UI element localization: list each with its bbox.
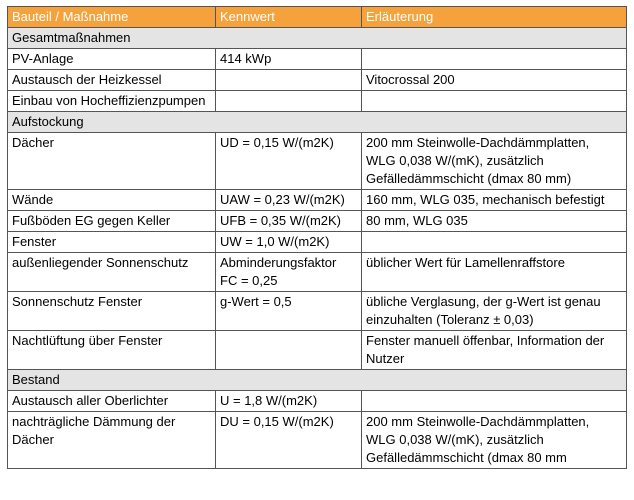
cell-erlaeuterung: 200 mm Steinwolle-Dachdämmplatten, WLG 0,038 W/(mK), zusätzlich Gefälledämmschicht (dmax 80 mm) xyxy=(362,133,627,190)
section-title: Bestand xyxy=(8,370,627,391)
cell-bauteil: außenliegender Sonnenschutz xyxy=(8,253,216,292)
cell-kennwert: UW = 1,0 W/(m2K) xyxy=(216,232,362,253)
cell-erlaeuterung: 80 mm, WLG 035 xyxy=(362,211,627,232)
table-row xyxy=(8,70,627,91)
cell-erlaeuterung: 200 mm Steinwolle-Dachdämmplatten, WLG 0,038 W/(mK), zusätzlich Gefälledämmschicht (dmax 80 mm xyxy=(362,412,627,469)
document-page xyxy=(7,6,626,469)
header-bauteil: Bauteil / Maßnahme xyxy=(8,7,216,28)
table-row xyxy=(8,253,627,292)
table-row xyxy=(8,49,627,70)
table-row xyxy=(8,190,627,211)
table-row xyxy=(8,211,627,232)
table-row xyxy=(8,292,627,331)
cell-kennwert: 414 kWp xyxy=(216,49,362,70)
cell-kennwert: UD = 0,15 W/(m2K) xyxy=(216,133,362,190)
cell-kennwert: UAW = 0,23 W/(m2K) xyxy=(216,190,362,211)
table-body xyxy=(8,28,627,469)
cell-bauteil: Fußböden EG gegen Keller xyxy=(8,211,216,232)
cell-bauteil: Austausch der Heizkessel xyxy=(8,70,216,91)
cell-bauteil: Austausch aller Oberlichter xyxy=(8,391,216,412)
cell-erlaeuterung xyxy=(362,49,627,70)
table-row xyxy=(8,391,627,412)
cell-erlaeuterung: Vitocrossal 200 xyxy=(362,70,627,91)
cell-erlaeuterung: übliche Verglasung, der g-Wert ist genau einzuhalten (Toleranz ± 0,03) xyxy=(362,292,627,331)
table-row xyxy=(8,91,627,112)
cell-erlaeuterung: üblicher Wert für Lamellenraffstore xyxy=(362,253,627,292)
header-erlaeuterung: Erläuterung xyxy=(362,7,627,28)
cell-bauteil: Einbau von Hocheffizienzpumpen xyxy=(8,91,216,112)
section-title: Aufstockung xyxy=(8,112,627,133)
cell-bauteil: Dächer xyxy=(8,133,216,190)
cell-bauteil: PV-Anlage xyxy=(8,49,216,70)
cell-bauteil: Sonnenschutz Fenster xyxy=(8,292,216,331)
cell-bauteil: Fenster xyxy=(8,232,216,253)
cell-erlaeuterung xyxy=(362,391,627,412)
cell-erlaeuterung xyxy=(362,232,627,253)
cell-kennwert: g-Wert = 0,5 xyxy=(216,292,362,331)
cell-erlaeuterung: Fenster manuell öffenbar, Information der Nutzer xyxy=(362,331,627,370)
table-row xyxy=(8,133,627,190)
cell-bauteil: Nachtlüftung über Fenster xyxy=(8,331,216,370)
cell-kennwert xyxy=(216,70,362,91)
table-row xyxy=(8,412,627,469)
measures-table xyxy=(7,6,627,469)
cell-erlaeuterung: 160 mm, WLG 035, mechanisch befestigt xyxy=(362,190,627,211)
cell-kennwert: DU = 0,15 W/(m2K) xyxy=(216,412,362,469)
cell-bauteil: Wände xyxy=(8,190,216,211)
table-header xyxy=(8,7,627,28)
section-title: Gesamtmaßnahmen xyxy=(8,28,627,49)
section-row-aufstockung xyxy=(8,112,627,133)
cell-kennwert xyxy=(216,331,362,370)
section-row-gesamtmassnahmen xyxy=(8,28,627,49)
header-row xyxy=(8,7,627,28)
header-kennwert: Kennwert xyxy=(216,7,362,28)
cell-kennwert: UFB = 0,35 W/(m2K) xyxy=(216,211,362,232)
section-row-bestand xyxy=(8,370,627,391)
table-row xyxy=(8,232,627,253)
cell-kennwert: U = 1,8 W/(m2K) xyxy=(216,391,362,412)
cell-kennwert: Abminderungsfaktor FC = 0,25 xyxy=(216,253,362,292)
table-row xyxy=(8,331,627,370)
cell-bauteil: nachträgliche Dämmung der Dächer xyxy=(8,412,216,469)
cell-erlaeuterung xyxy=(362,91,627,112)
cell-kennwert xyxy=(216,91,362,112)
